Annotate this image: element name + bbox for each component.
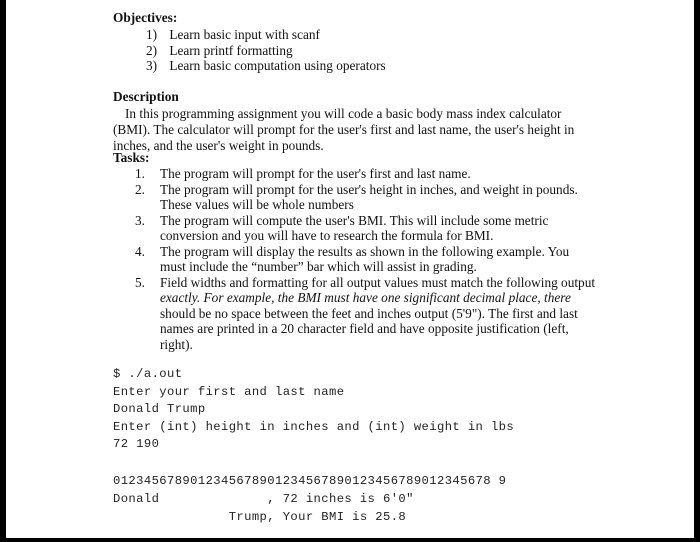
list-item: 3) Learn basic computation using operators — [146, 58, 386, 73]
description-line: inches, and the user's weight in pounds. — [113, 138, 324, 153]
list-item: 4. The program will display the results as shown in the following example. You must include the “number” bar which will assist in grading. — [135, 243, 570, 274]
list-item: 1. The program will prompt for the user's first and last name. — [135, 166, 471, 181]
example-input-height-weight: 72 190 — [113, 437, 160, 451]
description-line: In this programming assignment you will code a basic body mass index calculator — [125, 106, 562, 121]
tasks-heading: Tasks: — [113, 150, 150, 165]
list-item: 2) Learn printf formatting — [146, 42, 293, 58]
example-prompt-name: Enter your first and last name — [113, 385, 345, 399]
list-item: 3. The program will compute the user's BMI. This will include some metric conversion and you will have to research the formula for BMI. — [135, 212, 549, 243]
example-number-ruler: 0123456789012345678901234567890123456789012345678 9 — [113, 474, 507, 488]
list-item: 2. The program will prompt for the user's height in inches, and weight in pounds. These values will be whole numbers — [135, 181, 578, 212]
description-body — [113, 100, 593, 154]
description-line: (BMI). The calculator will prompt for the user's first and last name, the user's height in — [113, 122, 575, 137]
list-item: 1) Learn basic input with scanf — [146, 27, 320, 42]
tasks-list — [135, 166, 605, 352]
document-page — [6, 0, 694, 538]
description-heading: Description — [113, 89, 179, 104]
list-item: 5. Field widths and formatting for all output values must match the following output exactly. For example, the BMI must have one significant decimal place, there should be no space between the feet and inches output (5'9"). The first and last names are printed in a 20 character field and have opposite justification (left, right). — [135, 274, 596, 352]
example-output-line-1: Donald , 72 inches is 6'0" — [113, 492, 414, 506]
objectives-heading: Objectives: — [113, 10, 178, 25]
objectives-list — [146, 27, 386, 74]
example-command: $ ./a.out — [113, 367, 183, 381]
example-input-name: Donald Trump — [113, 402, 206, 416]
example-output-line-2: Trump, Your BMI is 25.8 — [113, 510, 407, 524]
example-prompt-height-weight: Enter (int) height in inches and (int) weight in lbs — [113, 420, 515, 434]
